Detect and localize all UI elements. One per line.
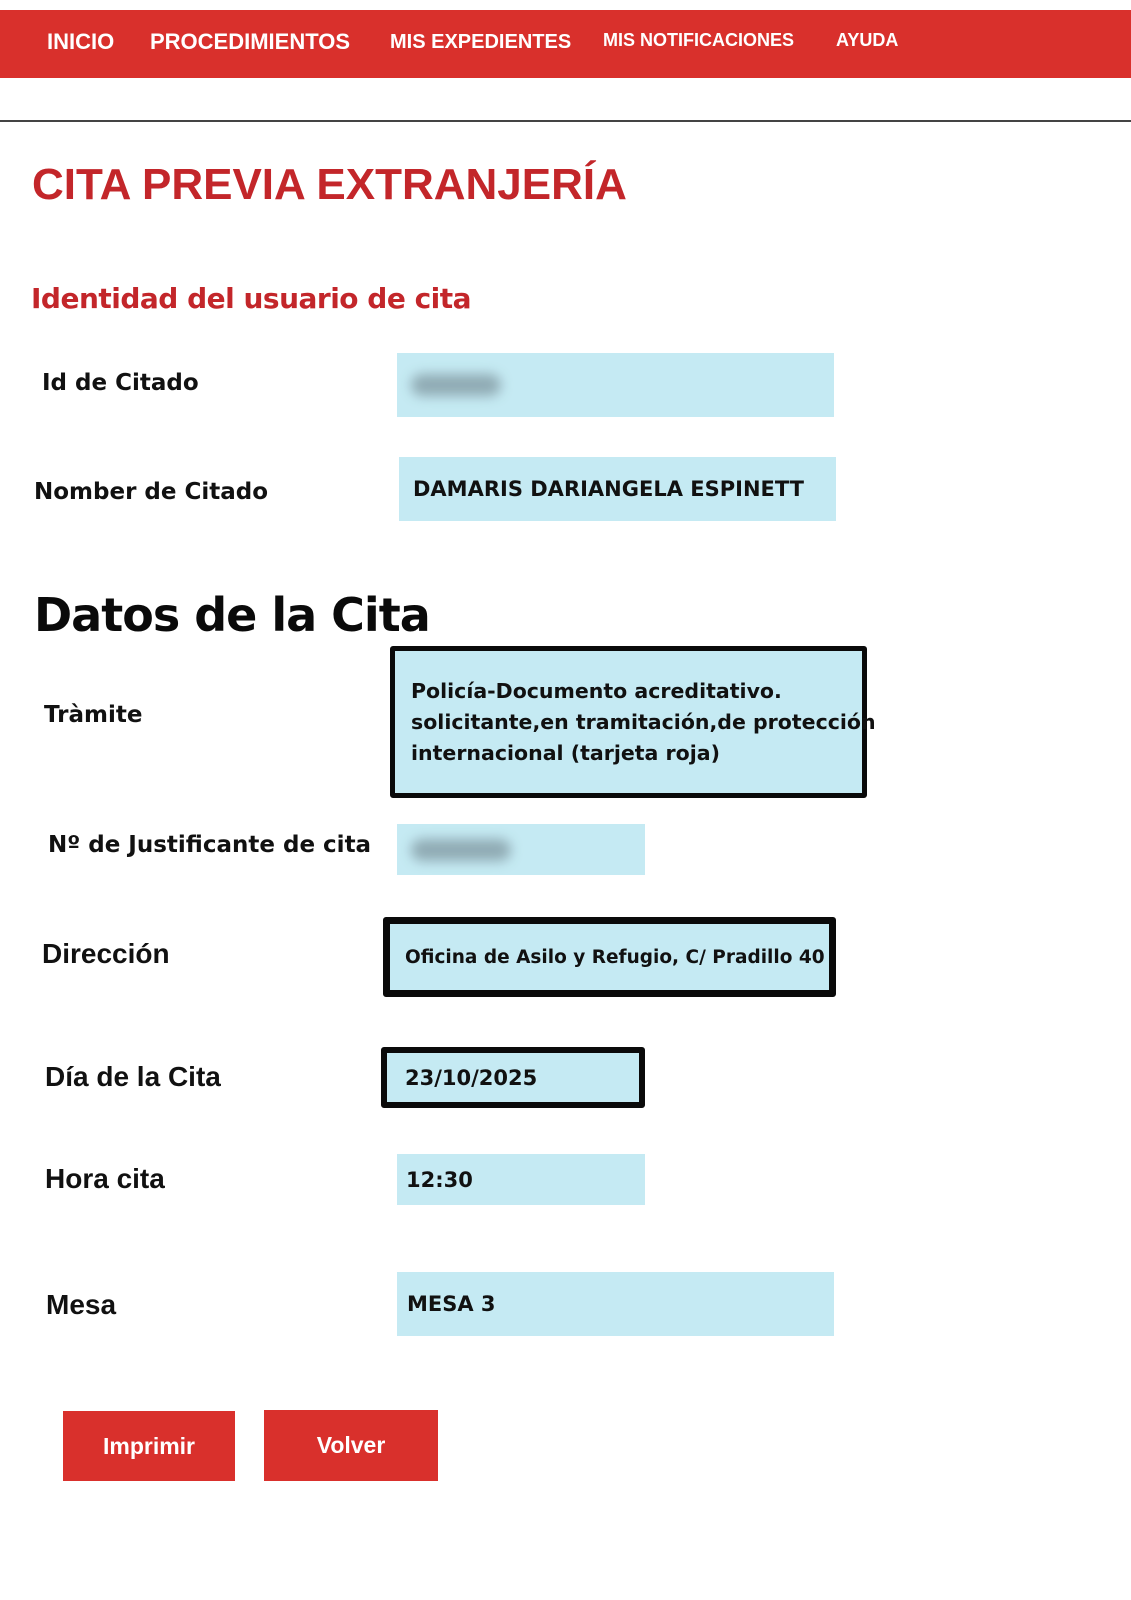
redacted-value [411,839,511,861]
justificante-label: Nº de Justificante de cita [48,832,372,858]
dia-cita-field [381,1047,645,1108]
id-citado-field [397,353,834,417]
nav-ayuda[interactable]: AYUDA [836,30,899,50]
identity-section-title: Identidad del usuario de cita [31,282,472,315]
direccion-value: Oficina de Asilo y Refugio, C/ Pradillo 40 [405,946,825,968]
nombre-citado-value: DAMARIS DARIANGELA ESPINETT [413,477,805,501]
appointment-section-title: Datos de la Cita [34,588,430,642]
mesa-label: Mesa [46,1289,117,1320]
nombre-citado-field [399,457,836,521]
direccion-field [383,917,836,997]
top-navbar [0,10,1131,78]
header-divider [0,120,1131,122]
tramite-line-3: internacional (tarjeta roja) [411,740,720,765]
justificante-field [397,824,645,875]
nav-mis-expedientes[interactable]: MIS EXPEDIENTES [390,31,572,53]
print-button[interactable]: Imprimir [63,1411,235,1481]
dia-cita-value: 23/10/2025 [405,1065,538,1090]
tramite-field [390,646,876,798]
nav-mis-notificaciones[interactable]: MIS NOTIFICACIONES [603,30,795,50]
tramite-line-1: Policía-Documento acreditativo. [411,678,782,703]
tramite-label: Tràmite [44,702,143,728]
nav-procedimientos[interactable]: PROCEDIMIENTOS [150,29,351,54]
dia-cita-label: Día de la Cita [45,1061,221,1092]
direccion-label: Dirección [42,938,170,969]
mesa-value: MESA 3 [407,1292,496,1316]
id-citado-label: Id de Citado [42,370,199,396]
redacted-value [411,374,501,396]
nombre-citado-label: Nomber de Citado [34,479,269,505]
hora-cita-value: 12:30 [406,1167,473,1192]
tramite-line-2: solicitante,en tramitación,de protección [411,709,876,734]
nav-inicio[interactable]: INICIO [47,29,115,54]
back-button[interactable]: Volver [264,1410,438,1481]
mesa-field [397,1272,834,1336]
hora-cita-label: Hora cita [45,1163,165,1194]
hora-cita-field [397,1154,645,1205]
page-title: CITA PREVIA EXTRANJERÍA [32,160,627,209]
